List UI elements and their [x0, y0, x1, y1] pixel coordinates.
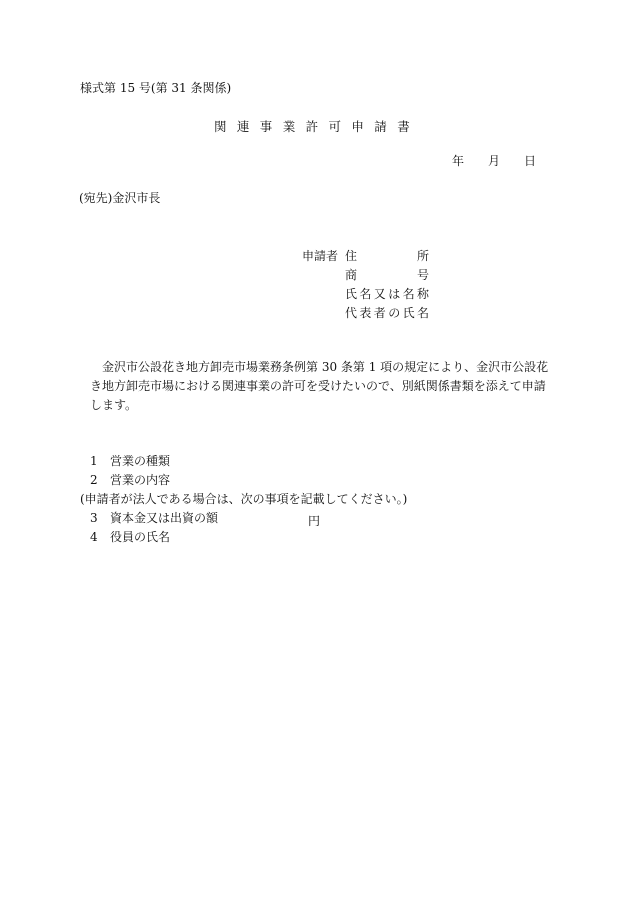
list-item-label: 営業の種類	[110, 454, 171, 468]
date-year-label: 年	[452, 154, 465, 168]
applicant-label: 申請者	[302, 249, 339, 263]
body-paragraph-text: 金沢市公設花き地方卸売市場業務条例第 30 条第 1 項の規定により、金沢市公設花き地方卸売市場における関連事業の許可を受けたいので、別紙関係書類を添えて申請します。	[90, 360, 549, 412]
list-item	[90, 512, 218, 524]
corporation-note: (申請者が法人である場合は、次の事項を記載してください。)	[80, 492, 408, 506]
list-item	[90, 455, 170, 467]
field-trade-name-label	[345, 269, 429, 281]
date-month-label: 月	[488, 154, 501, 168]
field-trade-name-left: 商	[345, 268, 358, 282]
date-line	[452, 155, 536, 167]
field-representative-text: 代表者の氏名	[345, 306, 432, 320]
list-item-number: 3	[90, 511, 98, 525]
form-number: 様式第 15 号(第 31 条関係)	[80, 81, 232, 95]
field-address-label	[345, 250, 429, 262]
field-address-right: 所	[416, 249, 429, 263]
list-item-label: 資本金又は出資の額	[110, 511, 219, 525]
field-trade-name-right: 号	[416, 268, 429, 282]
field-address-left: 住	[345, 249, 358, 263]
document-title: 関連事業許可申請書	[214, 119, 421, 134]
list-item	[90, 531, 170, 543]
date-day-label: 日	[524, 154, 537, 168]
body-paragraph	[80, 358, 552, 415]
list-item-number: 1	[90, 454, 98, 468]
field-name-text: 氏名又は名称	[345, 287, 432, 301]
field-name-label	[345, 287, 432, 301]
currency-unit: 円	[308, 514, 321, 528]
list-item-label: 営業の内容	[110, 473, 171, 487]
field-representative-label	[345, 306, 432, 320]
list-item-label: 役員の氏名	[110, 530, 171, 544]
list-item-number: 4	[90, 530, 98, 544]
addressee: (宛先)金沢市長	[79, 191, 161, 205]
list-item-number: 2	[90, 473, 98, 487]
list-item	[90, 474, 170, 486]
